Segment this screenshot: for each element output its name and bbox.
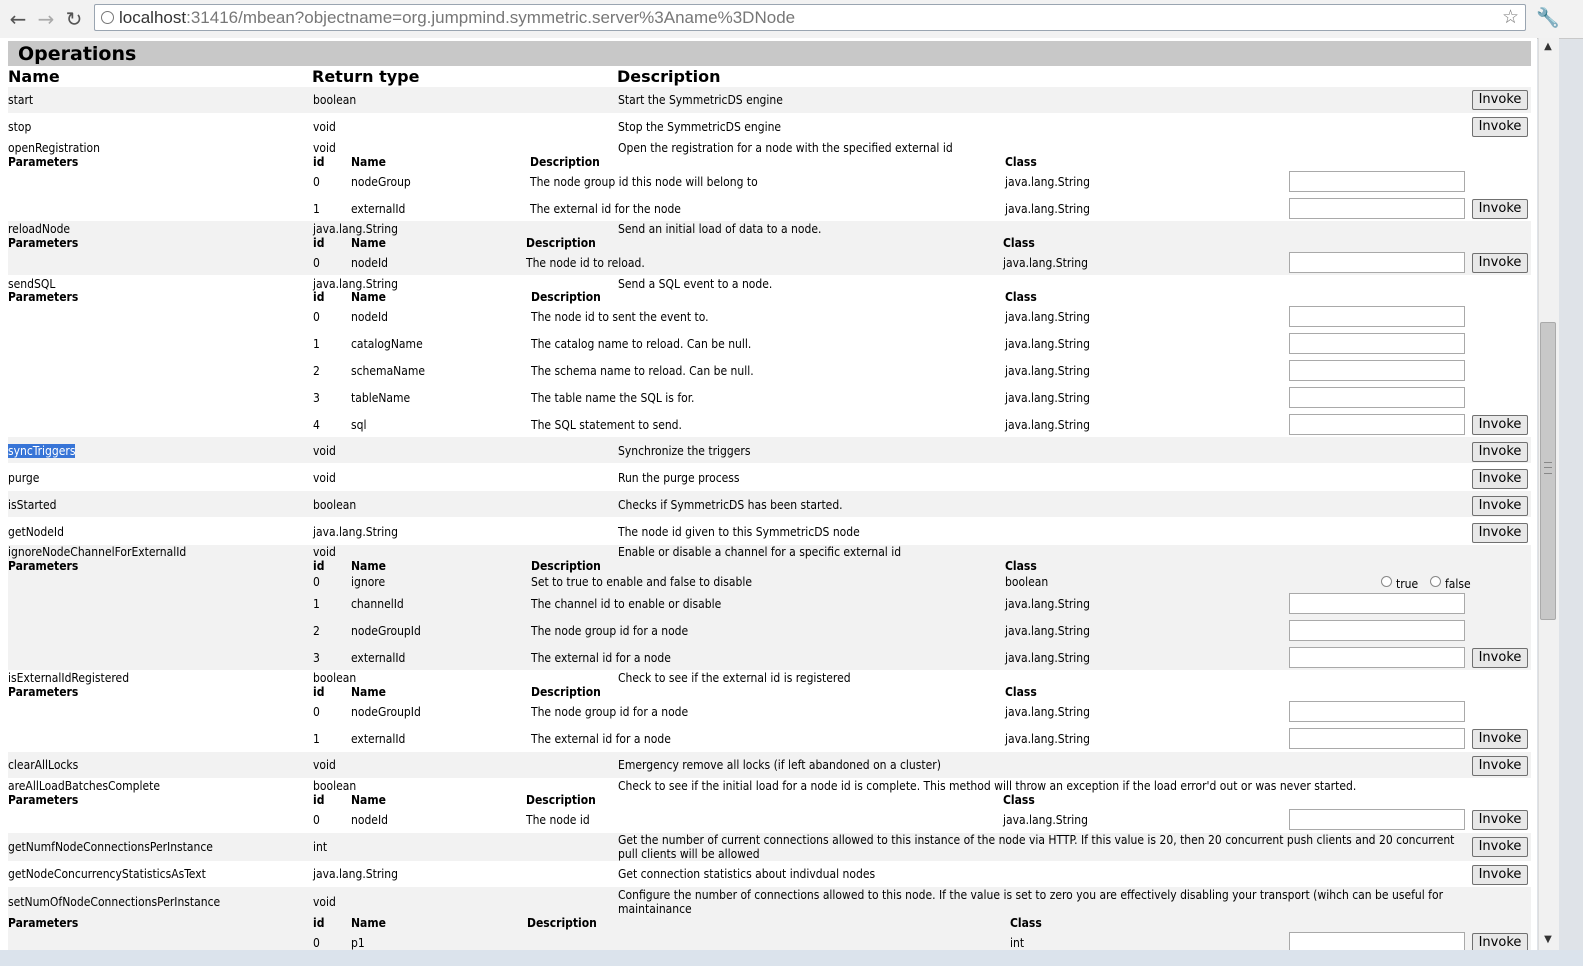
scrollbar-grip-icon [1544, 462, 1552, 474]
param-class: int [1010, 936, 1025, 950]
op-name: ignoreNodeChannelForExternalId [8, 545, 187, 559]
param-header-name: Name [351, 916, 386, 930]
param-input[interactable] [1289, 306, 1465, 327]
param-header-id: id [313, 290, 325, 304]
param-header-id: id [313, 155, 325, 169]
parameters-label: Parameters [8, 290, 79, 304]
param-input[interactable] [1289, 360, 1465, 381]
param-header-name: Name [351, 793, 386, 807]
param-id: 3 [313, 391, 320, 405]
op-name: getNodeConcurrencyStatisticsAsText [8, 867, 206, 881]
radio-true-label: true [1396, 577, 1419, 591]
op-description: Synchronize the triggers [618, 444, 751, 458]
param-description: The node group id for a node [531, 705, 689, 719]
op-name: isStarted [8, 498, 57, 512]
op-return-type: void [313, 895, 336, 909]
param-name: schemaName [351, 364, 426, 378]
op-description: Stop the SymmetricDS engine [618, 120, 782, 134]
wrench-menu-icon[interactable]: 🔧 [1536, 7, 1560, 29]
param-class: boolean [1005, 575, 1049, 589]
param-header-description: Description [526, 793, 596, 807]
parameters-label: Parameters [8, 685, 79, 699]
radio-true[interactable] [1381, 576, 1392, 587]
forward-arrow-icon[interactable]: → [37, 7, 55, 31]
op-description: Check to see if the external id is registered [618, 671, 851, 685]
op-description: Start the SymmetricDS engine [618, 93, 783, 107]
op-name [8, 444, 75, 458]
param-id: 0 [313, 256, 320, 270]
op-return-type: java.lang.String [313, 867, 399, 881]
op-name: openRegistration [8, 141, 100, 155]
param-description: The channel id to enable or disable [531, 597, 722, 611]
param-header-description: Description [526, 236, 596, 250]
param-input[interactable] [1289, 198, 1465, 219]
param-id: 1 [313, 337, 320, 351]
param-header-name: Name [351, 155, 386, 169]
op-description: Get the number of current connections allowed to this instance of the node via HTTP. If this value is 20, then 20 concurrent push clients and 20 concurrent pull clients will be allowed [618, 833, 1455, 861]
param-id: 1 [313, 732, 320, 746]
param-name: tableName [351, 391, 411, 405]
param-class: java.lang.String [1005, 202, 1091, 216]
op-name: isExternalIdRegistered [8, 671, 130, 685]
invoke-button[interactable]: Invoke [1472, 442, 1528, 462]
op-return-type: void [313, 120, 336, 134]
op-name: getNodeId [8, 525, 64, 539]
param-header-class: Class [1005, 290, 1037, 304]
param-name: nodeId [351, 310, 388, 324]
param-input[interactable] [1289, 387, 1465, 408]
scroll-down-arrow-icon[interactable]: ▼ [1544, 934, 1552, 945]
op-name: stop [8, 120, 32, 134]
invoke-button[interactable]: Invoke [1472, 810, 1528, 830]
param-description: The table name the SQL is for. [531, 391, 695, 405]
address-bar[interactable] [94, 4, 1526, 31]
param-header-name: Name [351, 559, 386, 573]
invoke-button[interactable]: Invoke [1472, 837, 1528, 857]
param-header-description: Description [531, 559, 601, 573]
param-description: The schema name to reload. Can be null. [531, 364, 754, 378]
window-bottom-frame [0, 950, 1583, 966]
param-description: The node id [526, 813, 590, 827]
param-header-class: Class [1005, 685, 1037, 699]
header-return-type: Return type [312, 67, 420, 86]
param-description: The external id for a node [531, 732, 671, 746]
param-class: java.lang.String [1005, 310, 1091, 324]
param-input[interactable] [1289, 728, 1465, 749]
op-name: reloadNode [8, 222, 71, 236]
param-id: 0 [313, 813, 320, 827]
param-input[interactable] [1289, 252, 1465, 273]
op-return-type: int [313, 840, 328, 854]
param-header-class: Class [1003, 793, 1035, 807]
parameters-label: Parameters [8, 793, 79, 807]
param-description: The external id for a node [531, 651, 671, 665]
param-header-id: id [313, 559, 325, 573]
browser-toolbar [0, 0, 1583, 39]
param-input[interactable] [1289, 414, 1465, 435]
invoke-button[interactable]: Invoke [1472, 523, 1528, 543]
param-header-class: Class [1005, 155, 1037, 169]
op-return-type: java.lang.String [313, 277, 399, 291]
reload-icon[interactable]: ↻ [65, 7, 83, 31]
invoke-button[interactable]: Invoke [1472, 933, 1528, 950]
op-description: Checks if SymmetricDS has been started. [618, 498, 843, 512]
param-header-id: id [313, 685, 325, 699]
param-header-name: Name [351, 685, 386, 699]
radio-false-label: false [1445, 577, 1471, 591]
param-class: java.lang.String [1003, 256, 1089, 270]
op-description: Configure the number of connections allowed to this node. If the value is set to zero you are effectively disabling your transport (wihch can be useful for maintainance [618, 888, 1444, 916]
param-header-id: id [313, 793, 325, 807]
op-description: Enable or disable a channel for a specific external id [618, 545, 902, 559]
param-class: java.lang.String [1005, 705, 1091, 719]
param-id: 2 [313, 624, 320, 638]
param-header-description: Description [530, 155, 600, 169]
selected-text: syncTriggers [8, 444, 76, 458]
invoke-button[interactable]: Invoke [1472, 253, 1528, 273]
param-header-class: Class [1003, 236, 1035, 250]
op-description: Emergency remove all locks (if left abandoned on a cluster) [618, 758, 941, 772]
page-content [0, 38, 1537, 950]
op-return-type: void [313, 545, 336, 559]
param-name: externalId [351, 651, 406, 665]
param-header-class: Class [1010, 916, 1042, 930]
param-input[interactable] [1289, 809, 1465, 830]
op-description: Check to see if the initial load for a node id is complete. This method will throw an exception if the load error'd out or was never started. [618, 779, 1357, 793]
op-description: The node id given to this SymmetricDS node [618, 525, 860, 539]
invoke-button[interactable]: Invoke [1472, 469, 1528, 489]
scroll-up-arrow-icon[interactable]: ▲ [1544, 41, 1552, 52]
param-name: nodeId [351, 256, 388, 270]
invoke-button[interactable]: Invoke [1472, 729, 1528, 749]
param-class: java.lang.String [1005, 597, 1091, 611]
param-class: java.lang.String [1005, 337, 1091, 351]
param-id: 2 [313, 364, 320, 378]
op-name: purge [8, 471, 40, 485]
param-id: 0 [313, 705, 320, 719]
back-arrow-icon[interactable]: ← [9, 7, 27, 31]
invoke-button[interactable]: Invoke [1472, 117, 1528, 137]
param-id: 4 [313, 418, 320, 432]
param-name: ignore [351, 575, 386, 589]
op-name: start [8, 93, 34, 107]
section-title: Operations [18, 43, 137, 65]
param-class: java.lang.String [1005, 364, 1091, 378]
param-description: Set to true to enable and false to disable [531, 575, 753, 589]
radio-false[interactable] [1430, 576, 1441, 587]
param-id: 0 [313, 175, 320, 189]
op-return-type: void [313, 141, 336, 155]
param-name: sql [351, 418, 367, 432]
param-input[interactable] [1289, 333, 1465, 354]
param-name: nodeId [351, 813, 388, 827]
header-name: Name [8, 67, 60, 86]
param-name: nodeGroupId [351, 624, 421, 638]
url-rest: :31416/mbean?objectname=org.jumpmind.symmetric.server%3Aname%3DNode [186, 8, 796, 27]
param-name: externalId [351, 202, 406, 216]
param-id: 0 [313, 936, 320, 950]
param-header-name: Name [351, 236, 386, 250]
param-header-class: Class [1005, 559, 1037, 573]
param-header-id: id [313, 916, 325, 930]
param-id: 0 [313, 310, 320, 324]
invoke-button[interactable]: Invoke [1472, 496, 1528, 516]
parameters-label: Parameters [8, 916, 79, 930]
param-description: The node group id for a node [531, 624, 689, 638]
op-name: areAllLoadBatchesComplete [8, 779, 161, 793]
invoke-button[interactable]: Invoke [1472, 415, 1528, 435]
param-header-name: Name [351, 290, 386, 304]
invoke-button[interactable]: Invoke [1472, 648, 1528, 668]
param-description: The node id to sent the event to. [531, 310, 709, 324]
parameters-label: Parameters [8, 559, 79, 573]
url-text [119, 8, 795, 28]
op-description: Send an initial load of data to a node. [618, 222, 822, 236]
section-header [8, 41, 1531, 66]
op-return-type: void [313, 444, 336, 458]
invoke-button[interactable]: Invoke [1472, 90, 1528, 110]
op-return-type: void [313, 758, 336, 772]
op-description: Send a SQL event to a node. [618, 277, 773, 291]
param-name: nodeGroup [351, 175, 411, 189]
param-header-description: Description [531, 685, 601, 699]
param-description: The catalog name to reload. Can be null. [531, 337, 752, 351]
param-input[interactable] [1289, 701, 1465, 722]
param-description: The node id to reload. [526, 256, 645, 270]
param-description: The external id for the node [530, 202, 681, 216]
invoke-button[interactable]: Invoke [1472, 756, 1528, 776]
op-name: sendSQL [8, 277, 56, 291]
invoke-button[interactable]: Invoke [1472, 865, 1528, 885]
param-input[interactable] [1289, 171, 1465, 192]
param-input[interactable] [1289, 593, 1465, 614]
param-class: java.lang.String [1005, 418, 1091, 432]
page-icon [101, 11, 114, 24]
param-id: 0 [313, 575, 320, 589]
op-description: Get connection statistics about indivdual nodes [618, 867, 876, 881]
op-return-type: void [313, 471, 336, 485]
param-name: catalogName [351, 337, 423, 351]
invoke-button[interactable]: Invoke [1472, 199, 1528, 219]
op-return-type: boolean [313, 93, 357, 107]
op-name: clearAllLocks [8, 758, 79, 772]
op-return-type: boolean [313, 671, 357, 685]
param-class: java.lang.String [1005, 732, 1091, 746]
param-class: java.lang.String [1003, 813, 1089, 827]
header-description: Description [617, 67, 721, 86]
param-id: 3 [313, 651, 320, 665]
param-name: externalId [351, 732, 406, 746]
param-class: java.lang.String [1005, 391, 1091, 405]
op-return-type: boolean [313, 498, 357, 512]
param-input[interactable] [1289, 620, 1465, 641]
param-id: 1 [313, 597, 320, 611]
param-header-description: Description [531, 290, 601, 304]
param-name: p1 [351, 936, 365, 950]
param-input[interactable] [1289, 647, 1465, 668]
param-header-description: Description [527, 916, 597, 930]
op-name: setNumOfNodeConnectionsPerInstance [8, 895, 221, 909]
op-name: getNumfNodeConnectionsPerInstance [8, 840, 213, 854]
param-id: 1 [313, 202, 320, 216]
param-description: The SQL statement to send. [531, 418, 682, 432]
parameters-label: Parameters [8, 236, 79, 250]
op-description: Run the purge process [618, 471, 740, 485]
url-host: localhost [119, 8, 187, 27]
param-input[interactable] [1289, 932, 1465, 950]
op-return-type: boolean [313, 779, 357, 793]
param-class: java.lang.String [1005, 624, 1091, 638]
param-class: java.lang.String [1005, 651, 1091, 665]
param-description: The node group id this node will belong to [530, 175, 758, 189]
op-return-type: java.lang.String [313, 525, 399, 539]
param-name: channelId [351, 597, 404, 611]
param-header-id: id [313, 236, 325, 250]
param-name: nodeGroupId [351, 705, 421, 719]
op-return-type: java.lang.String [313, 222, 399, 236]
op-description: Open the registration for a node with the specified external id [618, 141, 953, 155]
parameters-label: Parameters [8, 155, 79, 169]
param-class: java.lang.String [1005, 175, 1091, 189]
table-row [8, 437, 1531, 463]
bookmark-star-icon[interactable]: ☆ [1501, 6, 1519, 28]
